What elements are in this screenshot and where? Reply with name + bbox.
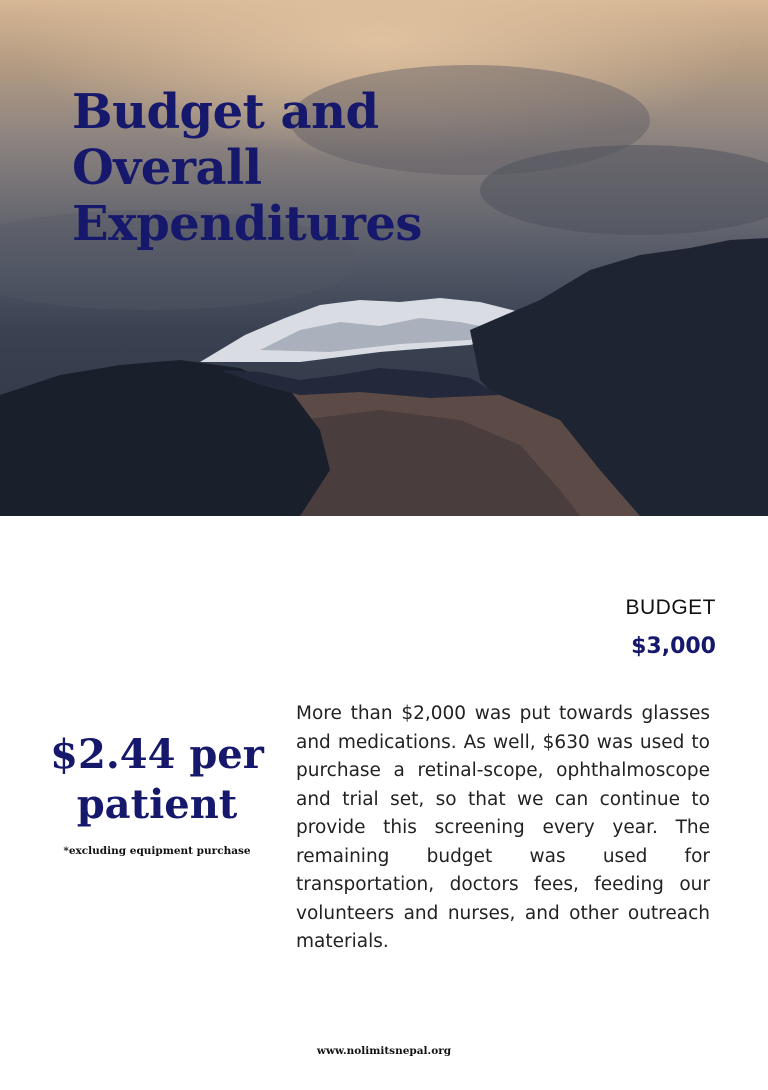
budget-value: $3,000: [631, 634, 716, 659]
title-line-2: Overall: [72, 140, 262, 196]
per-patient-line-1: $2.44 per: [50, 731, 264, 778]
per-patient-cost: [40, 730, 274, 830]
page-title: [72, 84, 422, 252]
website-footer: www.nolimitsnepal.org: [316, 1045, 452, 1057]
expenditure-description: More than $2,000 was put towards glasses and medications. As well, $630 was used to purchase a retinal-scope, ophthalmoscope and trial set, so that we can continue to provide this screening every year. The remaining budget was used for transportation, doctors fees, feeding our volunteers and nurses, and other outreach materials.: [296, 703, 710, 952]
mountain-landscape-image: [0, 0, 768, 516]
title-line-1: Budget and: [72, 84, 379, 140]
budget-label: BUDGET: [625, 596, 716, 619]
per-patient-line-2: patient: [76, 781, 238, 828]
equipment-footnote: *excluding equipment purchase: [63, 845, 251, 857]
hero-image: [0, 0, 768, 516]
title-line-3: Expenditures: [72, 196, 422, 252]
